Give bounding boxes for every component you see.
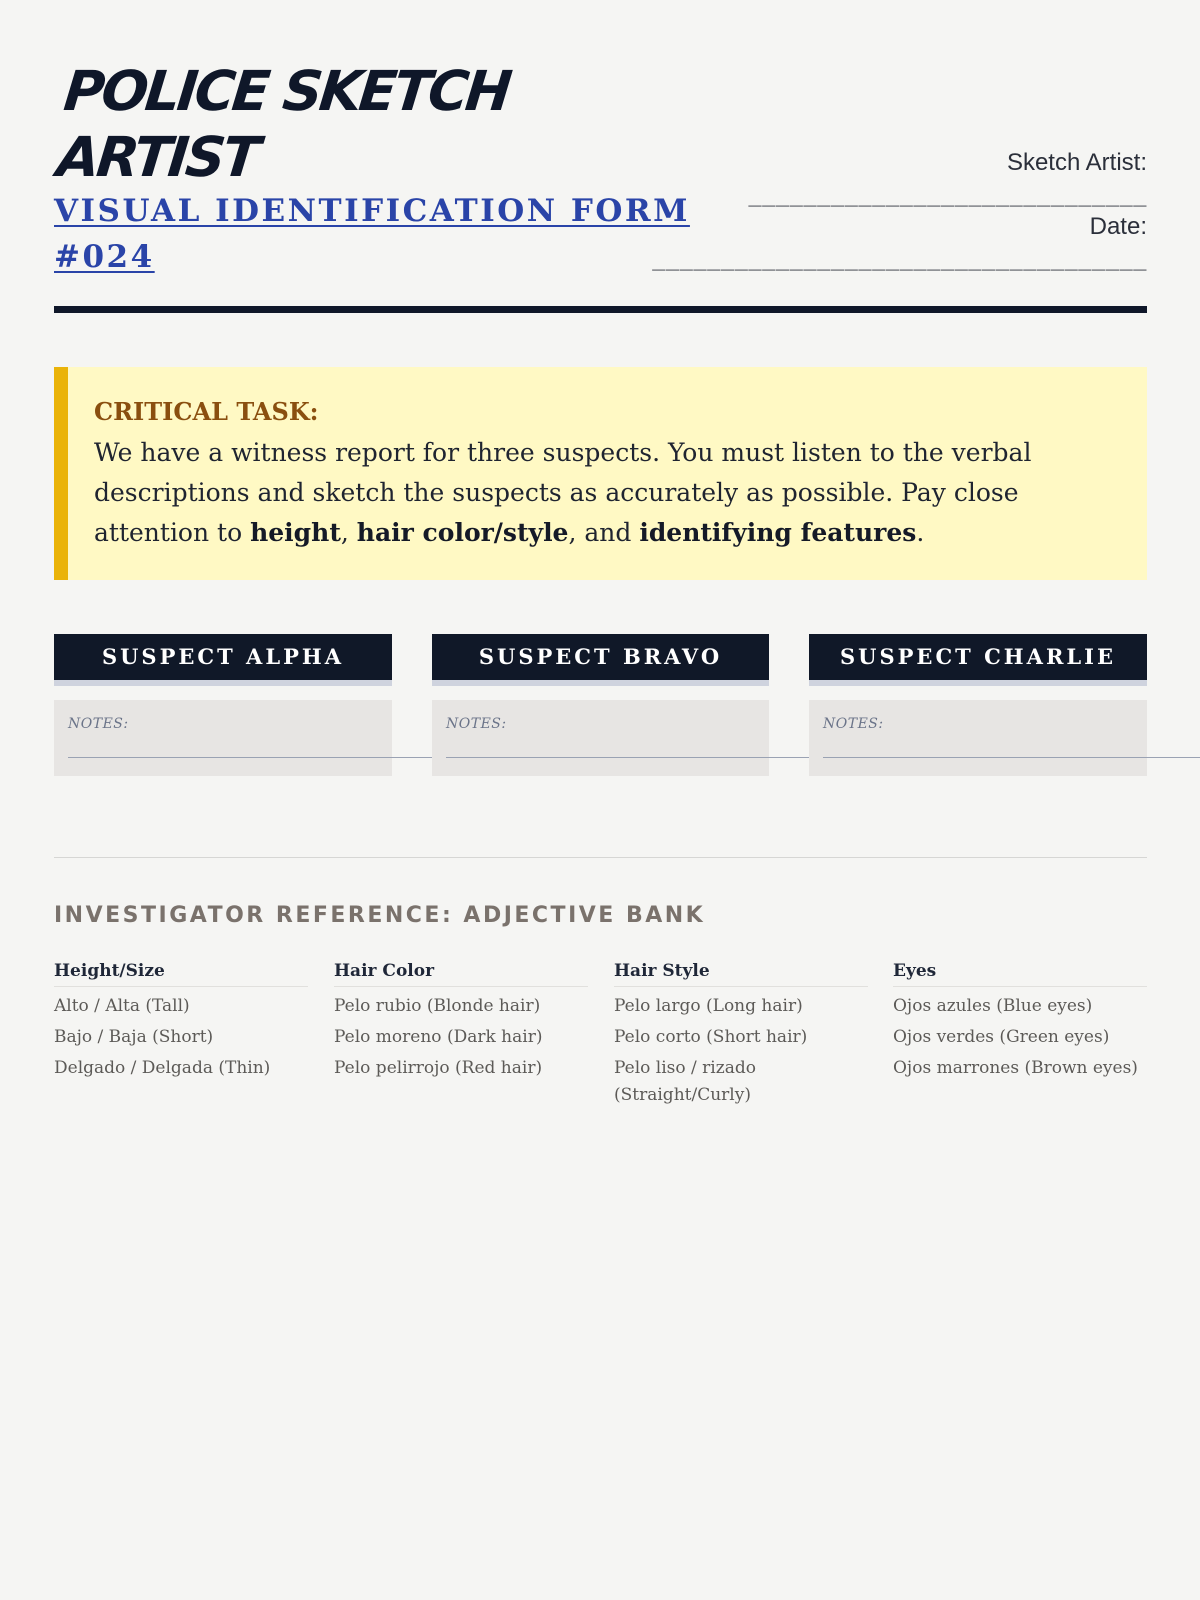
task-emphasis-height: height — [250, 518, 341, 547]
ref-list — [54, 993, 308, 1082]
task-emphasis-hair: hair color/style — [356, 518, 569, 547]
suspect-charlie-notes[interactable] — [809, 700, 1147, 776]
ref-column-heading: Height/Size — [54, 960, 308, 987]
list-item: Pelo moreno (Dark hair) — [334, 1027, 543, 1047]
list-item: Pelo largo (Long hair) — [614, 996, 803, 1016]
ref-column-hair-color — [334, 960, 588, 1086]
sketch-artist-label: Sketch Artist: — [1006, 149, 1147, 176]
critical-task-callout — [54, 367, 1147, 580]
suspect-alpha-header: SUSPECT ALPHA — [54, 634, 392, 686]
ref-list — [334, 993, 588, 1082]
suspect-charlie-header: SUSPECT CHARLIE — [809, 634, 1147, 686]
ref-column-heading: Eyes — [893, 960, 1147, 987]
ref-list — [893, 993, 1147, 1082]
reference-title: INVESTIGATOR REFERENCE: ADJECTIVE BANK — [54, 903, 706, 928]
task-text-part: . — [916, 518, 925, 547]
notes-label: NOTES: — [823, 716, 884, 732]
notes-write-line[interactable] — [68, 757, 446, 758]
list-item: Ojos azules (Blue eyes) — [893, 996, 1093, 1016]
suspect-charlie-panel — [809, 634, 1147, 777]
task-text-part: , and — [568, 518, 640, 547]
ref-column-eyes — [893, 960, 1147, 1086]
list-item: Ojos marrones (Brown eyes) — [893, 1058, 1138, 1078]
ref-column-heading: Hair Color — [334, 960, 588, 987]
notes-label: NOTES: — [68, 716, 129, 732]
ref-list — [614, 993, 868, 1109]
date-label: Date: — [1089, 213, 1147, 240]
task-text-part: , — [340, 518, 357, 547]
meta-fields — [652, 148, 1147, 276]
suspect-panels — [54, 634, 1147, 784]
list-item: Pelo liso / rizado (Straight/Curly) — [614, 1058, 756, 1105]
task-emphasis-features: identifying features — [639, 518, 917, 547]
list-item: Alto / Alta (Tall) — [54, 996, 190, 1016]
critical-task-title: CRITICAL TASK: — [94, 397, 319, 426]
list-item: Delgado / Delgada (Thin) — [54, 1058, 271, 1078]
list-item: Pelo corto (Short hair) — [614, 1027, 808, 1047]
suspect-bravo-panel — [432, 634, 769, 777]
suspect-alpha-panel — [54, 634, 392, 777]
ref-column-heading: Hair Style — [614, 960, 868, 987]
notes-write-line[interactable] — [823, 757, 1200, 758]
critical-task-text — [94, 433, 1107, 553]
list-item: Pelo rubio (Blonde hair) — [334, 996, 541, 1016]
section-divider — [54, 857, 1147, 858]
form-subtitle[interactable]: VISUAL IDENTIFICATION FORM #024 — [54, 193, 690, 275]
sketch-artist-field[interactable]: _____________________________ — [748, 182, 1147, 207]
form-page — [54, 0, 1147, 1105]
notes-write-line[interactable] — [446, 757, 809, 758]
header-divider — [54, 306, 1147, 313]
form-header — [54, 0, 1147, 312]
notes-label: NOTES: — [446, 716, 507, 732]
suspect-alpha-notes[interactable] — [54, 700, 392, 776]
suspect-bravo-notes[interactable] — [432, 700, 769, 776]
list-item: Bajo / Baja (Short) — [54, 1027, 214, 1047]
task-text-part: We have a witness report for three suspects. You must listen to the verbal descriptions and sketch the suspects as accurately as possible. Pay close attention to — [94, 438, 1032, 547]
list-item: Pelo pelirrojo (Red hair) — [334, 1058, 543, 1078]
page-title: POLICE SKETCH ARTIST — [54, 59, 513, 189]
list-item: Ojos verdes (Green eyes) — [893, 1027, 1110, 1047]
date-field[interactable]: ____________________________________ — [652, 246, 1147, 271]
ref-column-height — [54, 960, 308, 1086]
suspect-bravo-header: SUSPECT BRAVO — [432, 634, 769, 686]
ref-column-hair-style — [614, 960, 868, 1113]
